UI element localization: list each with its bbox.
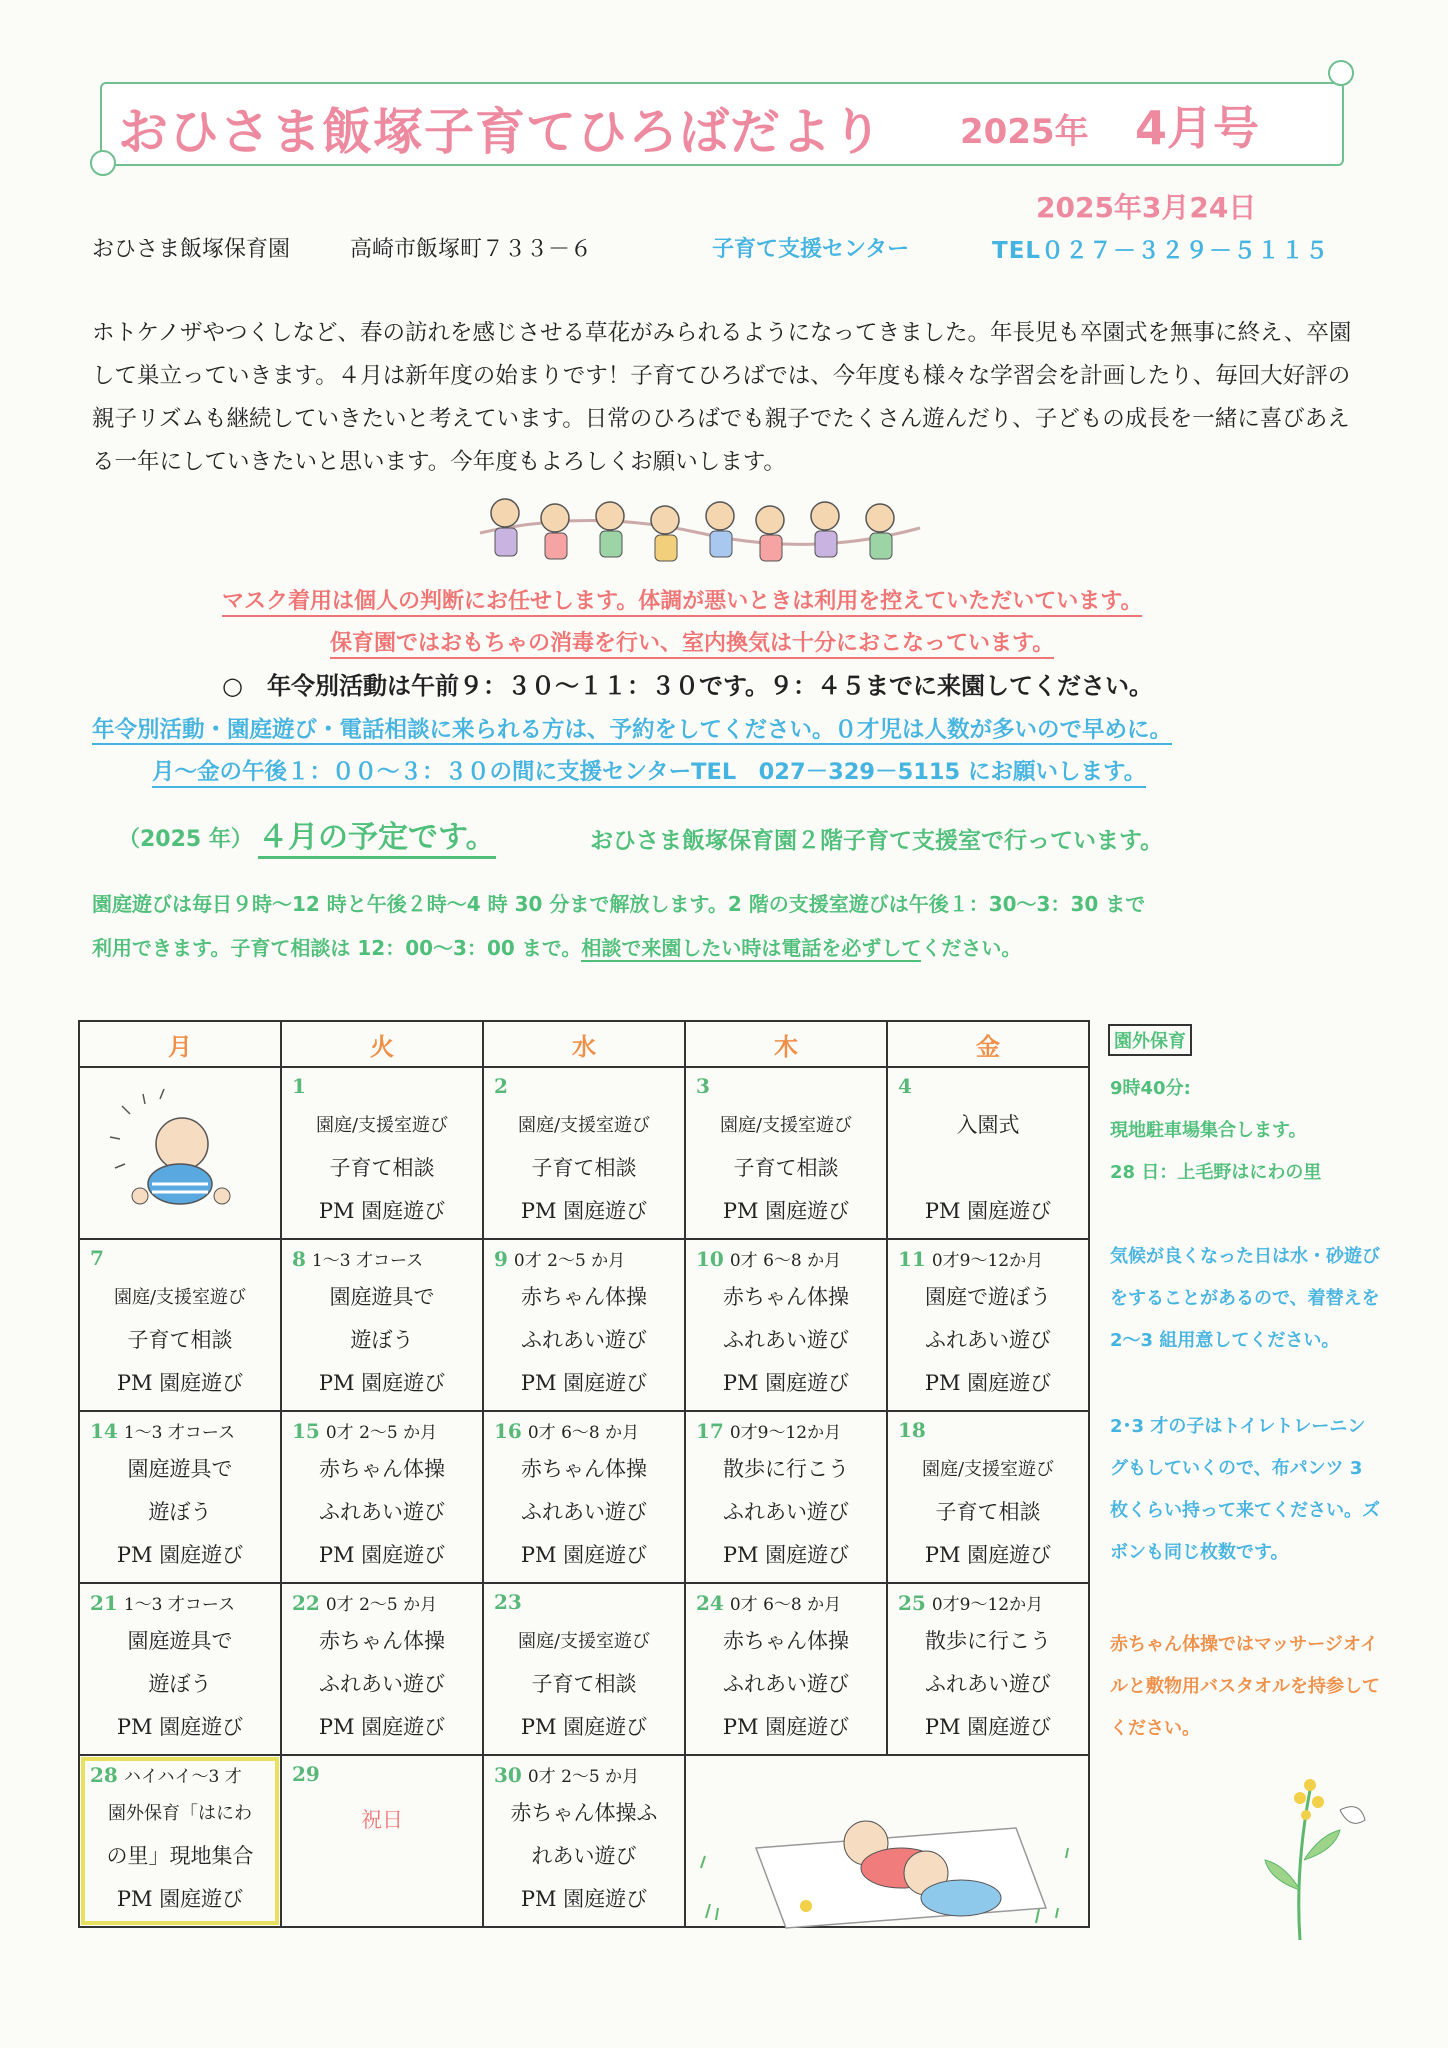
mask-notice: マスク着用は個人の判断にお任せします。体調が悪いときは利用を控えていただいています。 bbox=[222, 584, 1142, 617]
garden-line-2a: 利用できます。子育て相談は 12：00～3：00 まで。 bbox=[92, 936, 582, 960]
class-group: 1～3 才コース bbox=[123, 1595, 236, 1615]
baby-exercise-note: 赤ちゃん体操ではマッサージオイルと敷物用バスタオルを持参してください。 bbox=[1110, 1634, 1380, 1739]
day-number-value: 17 bbox=[696, 1419, 724, 1443]
event-line: ふれあい遊び bbox=[723, 1672, 849, 1696]
day-number-value: 30 bbox=[494, 1763, 522, 1787]
schedule-title: ４月の予定です。 bbox=[258, 812, 496, 859]
outing-line: 9時40分: bbox=[1110, 1078, 1191, 1099]
day-number-value: 18 bbox=[898, 1418, 926, 1442]
event-line: PM 園庭遊び bbox=[318, 1715, 446, 1739]
day-number-value: 29 bbox=[292, 1762, 320, 1786]
event-line: 園庭/支援室遊び bbox=[921, 1459, 1055, 1480]
calendar-day-cell bbox=[685, 1239, 887, 1411]
event-line: 園庭/支援室遊び bbox=[113, 1287, 247, 1308]
calendar-day-cell bbox=[887, 1067, 1089, 1239]
event-line: PM 園庭遊び bbox=[520, 1887, 648, 1911]
support-center-name: 子育て支援センター bbox=[712, 237, 910, 262]
scroll-curl-right bbox=[1328, 60, 1354, 86]
day-number-value: 14 bbox=[90, 1419, 118, 1443]
event-line: 子育て相談 bbox=[329, 1156, 435, 1180]
day-number bbox=[686, 1240, 886, 1276]
calendar-day-cell bbox=[281, 1239, 483, 1411]
children-line-illustration bbox=[470, 488, 930, 578]
day-number-value: 2 bbox=[494, 1074, 508, 1098]
event-line: 園庭遊具で bbox=[329, 1285, 435, 1309]
event-line: ふれあい遊び bbox=[925, 1328, 1051, 1352]
newsletter-title: おひさま飯塚子育てひろばだより bbox=[118, 103, 883, 161]
reservation-notice-a: 年令別活動・園庭遊び・電話相談に来られる方は、 bbox=[92, 717, 610, 743]
calendar-day-cell bbox=[483, 1583, 685, 1755]
day-number-value: 22 bbox=[292, 1591, 320, 1615]
call-hours: 月～金の午後１：００～３：３０の間に支援センターTEL 027－329－5115 にお願いします。 bbox=[152, 754, 1146, 788]
calendar-day-cell bbox=[887, 1411, 1089, 1583]
flower-illustration bbox=[1240, 1770, 1370, 1940]
day-number bbox=[888, 1068, 1088, 1104]
day-number bbox=[282, 1756, 482, 1792]
day-number-value: 10 bbox=[696, 1247, 724, 1271]
reservation-notice bbox=[92, 712, 1172, 744]
day-number-value: 24 bbox=[696, 1591, 724, 1615]
day-number-value: 4 bbox=[898, 1074, 912, 1098]
day-number-value: 11 bbox=[898, 1247, 926, 1271]
event-line: 遊ぼう bbox=[350, 1328, 414, 1352]
day-number bbox=[888, 1412, 1088, 1448]
event-line: PM 園庭遊び bbox=[924, 1371, 1052, 1395]
event-line: 赤ちゃん体操 bbox=[723, 1285, 849, 1309]
activity-hours: ○ 年令別活動は午前９：３０～１１：３０です。９：４５までに来園してください。 bbox=[222, 672, 1154, 700]
event-line: ふれあい遊び bbox=[723, 1328, 849, 1352]
event-line: 赤ちゃん体操ふ bbox=[510, 1801, 658, 1825]
day-number-value: 25 bbox=[898, 1591, 926, 1615]
event-line: 遊ぼう bbox=[148, 1500, 212, 1524]
event-line: 遊ぼう bbox=[148, 1672, 212, 1696]
calendar-week-row bbox=[79, 1583, 1089, 1755]
event-line: 子育て相談 bbox=[127, 1328, 233, 1352]
scroll-curl-left bbox=[90, 150, 116, 176]
day-number bbox=[282, 1240, 482, 1276]
calendar-day-cell bbox=[79, 1239, 281, 1411]
calendar-day-cell bbox=[79, 1755, 281, 1927]
day-number bbox=[686, 1068, 886, 1104]
calendar-day-cell bbox=[483, 1755, 685, 1927]
event-line: PM 園庭遊び bbox=[924, 1715, 1052, 1739]
outing-info bbox=[1110, 1068, 1380, 1194]
class-group: 1～3 才コース bbox=[123, 1423, 236, 1443]
calendar-day-cell bbox=[685, 1583, 887, 1755]
day-number bbox=[282, 1412, 482, 1448]
class-group: 0才 6～8 か月 bbox=[527, 1423, 640, 1443]
hygiene-notice: 保育園ではおもちゃの消毒を行い、室内換気は十分におこなっています。 bbox=[330, 626, 1054, 659]
event-line: 園庭/支援室遊び bbox=[315, 1115, 449, 1136]
calendar-week-row bbox=[79, 1411, 1089, 1583]
day-number-value: 9 bbox=[494, 1247, 508, 1271]
event-line: 子育て相談 bbox=[935, 1500, 1041, 1524]
event-line: ふれあい遊び bbox=[319, 1500, 445, 1524]
day-number-value: 15 bbox=[292, 1419, 320, 1443]
intro-paragraph: ホトケノザやつくしなど、春の訪れを感じさせる草花がみられるようになってきました。年長児も卒園式を無事に終え、卒園して巣立っていきます。４月は新年度の始まりです！子育てひろばでは、今年度も様々な学習会を計画したり、毎回大好評の親子リズムも継続していきたいと考えています。日常のひろばでも親子でたくさん遊んだり、子どもの成長を一緒に喜びあえる一年にしていきたいと思います。今年度もよろしくお願いします。 bbox=[92, 320, 1352, 475]
issue-date: 2025年3月24日 bbox=[1036, 191, 1257, 224]
garden-line-1: 園庭遊びは毎日９時～12 時と午後２時～4 時 30 分まで解放します。2 階の支援室遊びは午後１：30～3：30 まで bbox=[92, 892, 1146, 916]
event-line bbox=[888, 1147, 1088, 1190]
class-group: 0才 6～8 か月 bbox=[729, 1251, 842, 1271]
event-line: 赤ちゃん体操 bbox=[521, 1457, 647, 1481]
day-number bbox=[80, 1240, 280, 1276]
calendar-day-cell bbox=[685, 1411, 887, 1583]
garden-line-2b: 相談で来園したい時は電話を必ずして bbox=[581, 936, 922, 960]
event-line: PM 園庭遊び bbox=[722, 1543, 850, 1567]
calendar-day-cell bbox=[281, 1411, 483, 1583]
day-header: 金 bbox=[887, 1021, 1089, 1067]
calendar-header-row bbox=[79, 1021, 1089, 1067]
calendar-day-cell bbox=[79, 1411, 281, 1583]
calendar-day-cell bbox=[685, 1067, 887, 1239]
day-number-value: 7 bbox=[90, 1246, 104, 1270]
schedule-year: （2025 年） bbox=[118, 827, 253, 852]
calendar-day-cell bbox=[887, 1583, 1089, 1755]
event-line: PM 園庭遊び bbox=[116, 1543, 244, 1567]
garden-line-2 bbox=[92, 926, 1372, 970]
event-line: PM 園庭遊び bbox=[924, 1199, 1052, 1223]
day-number-value: 28 bbox=[90, 1763, 118, 1787]
schedule-place: おひさま飯塚保育園２階子育て支援室で行っています。 bbox=[590, 828, 1164, 854]
day-number bbox=[80, 1584, 280, 1620]
calendar-day-cell bbox=[281, 1583, 483, 1755]
event-line: 赤ちゃん体操 bbox=[723, 1629, 849, 1653]
day-number-value: 21 bbox=[90, 1591, 118, 1615]
reservation-notice-b: 予約をしてください。０才児は人数が多いので早めに。 bbox=[609, 717, 1173, 743]
event-line: PM 園庭遊び bbox=[520, 1543, 648, 1567]
class-group: ハイハイ～3 才 bbox=[123, 1767, 242, 1787]
baby-illustration bbox=[100, 1084, 260, 1234]
event-line: PM 園庭遊び bbox=[722, 1199, 850, 1223]
event-line: れあい遊び bbox=[531, 1844, 637, 1868]
class-group: 0才 2～5 か月 bbox=[325, 1595, 438, 1615]
outing-badge: 園外保育 bbox=[1108, 1024, 1192, 1056]
newsletter-issue: 4月号 bbox=[1135, 101, 1260, 155]
day-header: 水 bbox=[483, 1021, 685, 1067]
class-group: 0才 6～8 か月 bbox=[729, 1595, 842, 1615]
day-number bbox=[484, 1584, 684, 1620]
event-line: 園庭/支援室遊び bbox=[517, 1115, 651, 1136]
outing-line: 現地駐車場集合します。 bbox=[1110, 1120, 1307, 1141]
event-line: 赤ちゃん体操 bbox=[521, 1285, 647, 1309]
garden-play-info bbox=[92, 882, 1372, 970]
garden-line-2c: ください。 bbox=[921, 936, 1022, 960]
event-line: 子育て相談 bbox=[531, 1156, 637, 1180]
event-line: PM 園庭遊び bbox=[318, 1199, 446, 1223]
facility-name: おひさま飯塚保育園 bbox=[92, 237, 291, 262]
newsletter-year: 2025年 bbox=[960, 112, 1089, 152]
class-group: 1～3 才コース bbox=[311, 1251, 424, 1271]
event-line: PM 園庭遊び bbox=[520, 1371, 648, 1395]
calendar-day-cell bbox=[281, 1067, 483, 1239]
class-group: 0才 2～5 か月 bbox=[527, 1767, 640, 1787]
event-line: PM 園庭遊び bbox=[924, 1543, 1052, 1567]
class-group: 0才 2～5 か月 bbox=[513, 1251, 626, 1271]
day-number bbox=[484, 1240, 684, 1276]
day-number bbox=[282, 1068, 482, 1104]
calendar-day-cell bbox=[483, 1411, 685, 1583]
event-line: ふれあい遊び bbox=[723, 1500, 849, 1524]
calendar-day-cell bbox=[483, 1067, 685, 1239]
event-line: の里」現地集合 bbox=[106, 1844, 254, 1868]
event-line: PM 園庭遊び bbox=[722, 1715, 850, 1739]
event-line: ふれあい遊び bbox=[925, 1672, 1051, 1696]
event-line: 園庭/支援室遊び bbox=[719, 1115, 853, 1136]
event-line: 散歩に行こう bbox=[925, 1629, 1051, 1653]
event-line: PM 園庭遊び bbox=[116, 1715, 244, 1739]
event-line: 散歩に行こう bbox=[723, 1457, 849, 1481]
day-number bbox=[282, 1584, 482, 1620]
event-line: PM 園庭遊び bbox=[520, 1199, 648, 1223]
event-line: 園庭で遊ぼう bbox=[925, 1285, 1051, 1309]
day-header: 月 bbox=[79, 1021, 281, 1067]
day-header: 木 bbox=[685, 1021, 887, 1067]
calendar-day-cell bbox=[79, 1583, 281, 1755]
day-number bbox=[686, 1584, 886, 1620]
event-line: PM 園庭遊び bbox=[116, 1887, 244, 1911]
event-line: PM 園庭遊び bbox=[318, 1543, 446, 1567]
event-line: 園庭遊具で bbox=[127, 1629, 233, 1653]
telephone: TEL０２７－３２９－５１１５ bbox=[992, 238, 1330, 264]
day-number bbox=[80, 1756, 280, 1792]
calendar-day-cell bbox=[483, 1239, 685, 1411]
event-line: ふれあい遊び bbox=[521, 1328, 647, 1352]
event-line: ふれあい遊び bbox=[319, 1672, 445, 1696]
day-number bbox=[686, 1412, 886, 1448]
event-line: ふれあい遊び bbox=[521, 1500, 647, 1524]
weather-note: 気候が良くなった日は水・砂遊びをすることがあるので、着替えを2～3 組用意してください。 bbox=[1110, 1246, 1380, 1351]
facility-address: 高崎市飯塚町７３３－６ bbox=[350, 237, 593, 262]
day-number bbox=[484, 1068, 684, 1104]
day-number bbox=[888, 1584, 1088, 1620]
day-header: 火 bbox=[281, 1021, 483, 1067]
calendar-week-row bbox=[79, 1239, 1089, 1411]
day-number-value: 8 bbox=[292, 1247, 306, 1271]
day-number bbox=[80, 1412, 280, 1448]
toilet-note: 2･3 才の子はトイレトレーニングもしていくので、布パンツ 3 枚くらい持って来てください。ズボンも同じ枚数です。 bbox=[1110, 1416, 1380, 1563]
event-line: PM 園庭遊び bbox=[116, 1371, 244, 1395]
event-line: 入園式 bbox=[956, 1113, 1020, 1137]
day-number bbox=[484, 1412, 684, 1448]
crawling-babies-illustration bbox=[696, 1788, 1076, 1938]
class-group: 0才9～12か月 bbox=[931, 1251, 1044, 1271]
event-line: 赤ちゃん体操 bbox=[319, 1629, 445, 1653]
day-number-value: 16 bbox=[494, 1419, 522, 1443]
calendar-day-cell bbox=[281, 1755, 483, 1927]
class-group: 0才 2～5 か月 bbox=[325, 1423, 438, 1443]
event-line: 園庭遊具で bbox=[127, 1457, 233, 1481]
outing-line: 28 日：上毛野はにわの里 bbox=[1110, 1162, 1322, 1183]
day-number-value: 23 bbox=[494, 1590, 522, 1614]
event-line: 園庭/支援室遊び bbox=[517, 1631, 651, 1652]
day-number-value: 3 bbox=[696, 1074, 710, 1098]
event-line: PM 園庭遊び bbox=[722, 1371, 850, 1395]
class-group: 0才9～12か月 bbox=[729, 1423, 842, 1443]
event-line: PM 園庭遊び bbox=[318, 1371, 446, 1395]
calendar-day-cell bbox=[887, 1239, 1089, 1411]
event-line: PM 園庭遊び bbox=[520, 1715, 648, 1739]
event-line: 赤ちゃん体操 bbox=[319, 1457, 445, 1481]
day-number bbox=[888, 1240, 1088, 1276]
day-number-value: 1 bbox=[292, 1074, 306, 1098]
class-group: 0才9～12か月 bbox=[931, 1595, 1044, 1615]
event-line: 園外保育「はにわ bbox=[108, 1803, 252, 1824]
event-line: 子育て相談 bbox=[733, 1156, 839, 1180]
event-line: 子育て相談 bbox=[531, 1672, 637, 1696]
day-number bbox=[484, 1756, 684, 1792]
holiday-label: 祝日 bbox=[361, 1808, 403, 1832]
